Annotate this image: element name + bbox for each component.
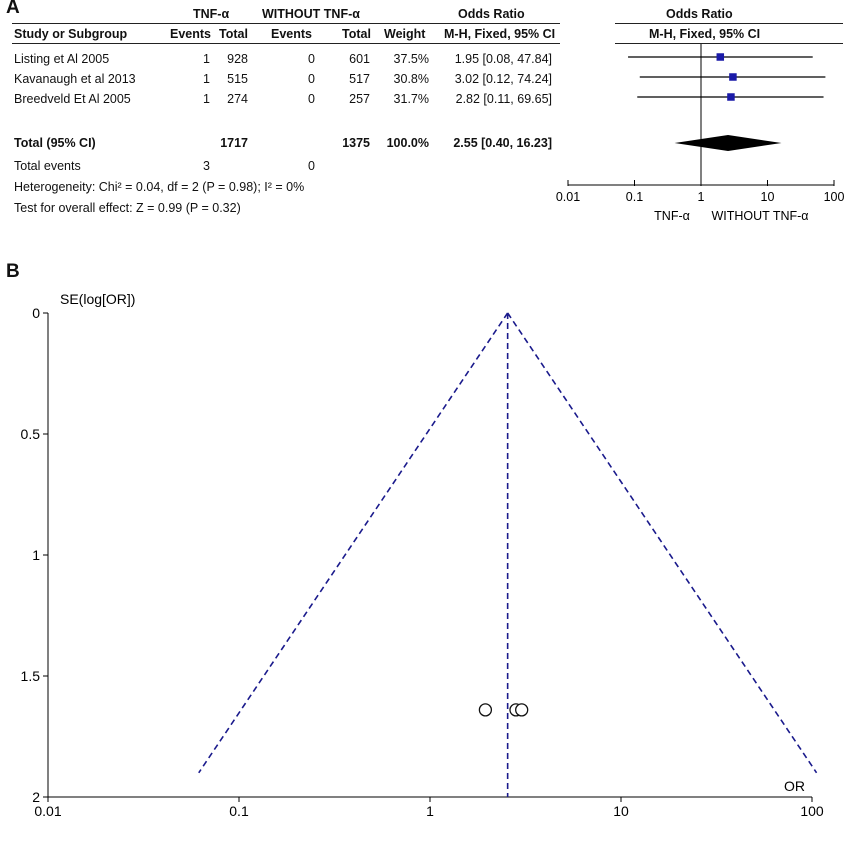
study-name: Kavanaugh et al 2013	[14, 72, 136, 86]
col-header-weight: Weight	[384, 27, 426, 41]
study-name: Listing et Al 2005	[14, 52, 110, 66]
total-ci: 2.55 [0.40, 16.23]	[453, 136, 552, 150]
study-events2: 0	[308, 72, 315, 86]
total-weight: 100.0%	[386, 136, 429, 150]
x-axis-title: OR	[784, 778, 805, 794]
study-events1: 1	[203, 72, 210, 86]
forest-tick-label: 0.01	[555, 190, 581, 204]
study-point	[479, 704, 491, 716]
total-events2: 0	[308, 159, 315, 173]
study-ci: 3.02 [0.12, 74.24]	[454, 72, 552, 86]
funnel-y-tick-label: 0.5	[20, 426, 40, 442]
study-events2: 0	[308, 92, 315, 106]
col-header-events1: Events	[170, 27, 211, 41]
panel-a-label: A	[6, 0, 20, 18]
y-axis-title: SE(log[OR])	[60, 291, 136, 307]
group-header-tnf: TNF-α	[193, 7, 230, 21]
funnel-x-tick-label: 0.01	[34, 803, 62, 819]
study-total2: 517	[349, 72, 370, 86]
total-events-label: Total events	[14, 159, 81, 173]
study-events1: 1	[203, 52, 210, 66]
study-name: Breedveld Et Al 2005	[14, 92, 131, 106]
study-total1: 515	[227, 72, 248, 86]
forest-tick-label: 100	[823, 190, 845, 204]
funnel-y-tick-label: 1	[32, 547, 40, 563]
funnel-left-boundary	[199, 313, 508, 773]
col-header-method-table: M-H, Fixed, 95% CI	[444, 27, 556, 41]
favours-left-label: TNF-α	[654, 209, 690, 223]
overall-effect-text: Test for overall effect: Z = 0.99 (P = 0.32)	[14, 201, 241, 215]
study-weight: 37.5%	[393, 52, 429, 66]
group-header-without: WITHOUT TNF-α	[262, 7, 360, 21]
funnel-x-tick-label: 10	[613, 803, 629, 819]
total-total2: 1375	[342, 136, 370, 150]
study-ci: 1.95 [0.08, 47.84]	[454, 52, 552, 66]
panel-b-label: B	[6, 261, 20, 282]
funnel-x-tick-label: 1	[426, 803, 434, 819]
heterogeneity-text: Heterogeneity: Chi² = 0.04, df = 2 (P = 0.98); I² = 0%	[14, 180, 305, 194]
study-total1: 928	[227, 52, 248, 66]
study-total2: 257	[349, 92, 370, 106]
study-weight: 30.8%	[393, 72, 429, 86]
col-header-study: Study or Subgroup	[14, 27, 128, 41]
col-header-total1: Total	[219, 27, 248, 41]
forest-tick-label: 0.1	[625, 190, 644, 204]
total-label: Total (95% CI)	[14, 136, 96, 150]
funnel-x-tick-label: 0.1	[229, 803, 249, 819]
total-events1: 3	[203, 159, 210, 173]
col-header-method-plot: M-H, Fixed, 95% CI	[649, 27, 761, 41]
funnel-x-tick-label: 100	[800, 803, 824, 819]
study-events2: 0	[308, 52, 315, 66]
study-weight: 31.7%	[393, 92, 429, 106]
funnel-y-tick-label: 2	[32, 789, 40, 805]
col-header-events2: Events	[271, 27, 312, 41]
total-total1: 1717	[220, 136, 248, 150]
forest-tick-label: 1	[697, 190, 705, 204]
favours-right-label: WITHOUT TNF-α	[711, 209, 809, 223]
study-total2: 601	[349, 52, 370, 66]
study-ci: 2.82 [0.11, 69.65]	[455, 92, 552, 106]
funnel-y-tick-label: 0	[32, 305, 40, 321]
funnel-right-boundary	[508, 313, 817, 773]
study-total1: 274	[227, 92, 248, 106]
group-header-or-plot: Odds Ratio	[666, 7, 733, 21]
study-events1: 1	[203, 92, 210, 106]
group-header-or-table: Odds Ratio	[458, 7, 525, 21]
study-point	[516, 704, 528, 716]
col-header-total2: Total	[342, 27, 371, 41]
forest-tick-label: 10	[760, 190, 775, 204]
funnel-y-tick-label: 1.5	[20, 668, 40, 684]
